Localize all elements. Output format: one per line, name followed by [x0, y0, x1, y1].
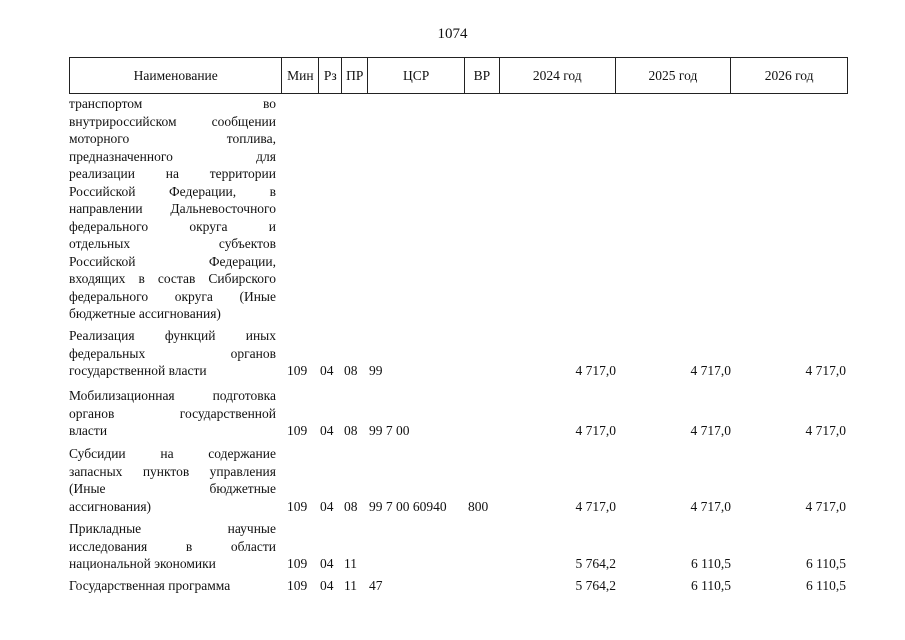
cell-y2026: 4 717,0 [805, 498, 846, 514]
header-2025: 2025 год [615, 58, 731, 93]
cell-y2025: 4 717,0 [690, 498, 731, 514]
cell-rz: 04 [320, 498, 334, 514]
header-csr: ЦСР [367, 58, 464, 93]
cell-y2024: 5 764,2 [575, 556, 616, 571]
cell-min: 109 [287, 556, 308, 571]
cell-y2025: 4 717,0 [690, 363, 731, 378]
row-name-line: Российской Федерации, [69, 253, 276, 269]
cell-min: 109 [287, 578, 308, 593]
header-2024: 2024 год [499, 58, 615, 93]
row-name-line: (Иные бюджетные [69, 481, 276, 496]
row-name-line: Государственная программа [69, 578, 231, 593]
row-name-line: моторного топлива, [69, 131, 276, 146]
row-name-line: национальной экономики [69, 556, 216, 571]
cell-rz: 04 [320, 363, 334, 378]
row-name-line: бюджетные ассигнования) [69, 306, 221, 321]
cell-y2026: 6 110,5 [806, 556, 846, 571]
row-name-line: транспортом во [69, 96, 276, 111]
cell-csr: 99 [369, 363, 383, 378]
row-name-line: власти [69, 423, 108, 438]
cell-min: 109 [287, 498, 308, 514]
cell-y2026: 4 717,0 [805, 423, 846, 438]
page-number: 1074 [437, 26, 468, 42]
row-name [69, 387, 276, 440]
header-min: Мин [281, 58, 318, 93]
row-name-line: отдельных субъектов [69, 236, 276, 251]
cell-rz: 04 [320, 423, 334, 438]
table-header [69, 57, 848, 94]
cell-y2024: 4 717,0 [575, 423, 616, 438]
row-name [69, 520, 276, 573]
row-name-line: Реализация функций иных [69, 328, 276, 343]
cell-y2024: 5 764,2 [575, 578, 616, 593]
cell-y2026: 4 717,0 [805, 363, 846, 378]
header-2026: 2026 год [730, 58, 847, 93]
row-name-line: федерального округа (Иные [69, 288, 276, 304]
row-name-line: входящих в состав Сибирского [69, 271, 276, 286]
header-vr: ВР [464, 58, 499, 93]
cell-pr: 08 [344, 498, 358, 514]
row-name-line: федеральных органов [69, 345, 276, 361]
cell-y2024: 4 717,0 [575, 498, 616, 514]
row-name-line: Российской Федерации, в [69, 183, 276, 199]
header-rz: Рз [318, 58, 341, 93]
cell-min: 109 [287, 423, 308, 438]
row-name-line: Субсидии на содержание [69, 446, 276, 461]
cell-y2024: 4 717,0 [575, 363, 616, 378]
row-name-line: внутрироссийском сообщении [69, 113, 276, 129]
row-name-line: государственной власти [69, 363, 207, 378]
row-name-line: реализации на территории [69, 166, 276, 181]
row-name [69, 95, 276, 323]
cell-pr: 08 [344, 423, 358, 438]
row-name-line: ассигнования) [69, 498, 152, 514]
cell-csr: 99 7 00 60940 [369, 498, 447, 514]
cell-vr: 800 [468, 498, 489, 514]
row-name [69, 577, 276, 595]
cell-y2025: 6 110,5 [691, 556, 731, 571]
header-name: Наименование [133, 67, 218, 83]
cell-rz: 04 [320, 556, 334, 571]
row-name-line: предназначенного для [69, 148, 276, 164]
row-name [69, 327, 276, 380]
row-name-line: направлении Дальневосточного [69, 201, 276, 216]
cell-min: 109 [287, 363, 308, 378]
row-name [69, 445, 276, 515]
cell-y2025: 6 110,5 [691, 578, 731, 593]
cell-csr: 47 [369, 578, 383, 593]
cell-csr: 99 7 00 [369, 423, 410, 438]
row-name-line: Мобилизационная подготовка [69, 388, 276, 403]
cell-pr: 08 [344, 363, 358, 378]
row-name-line: органов государственной [69, 405, 276, 421]
cell-pr: 11 [344, 578, 357, 593]
row-name-line: Прикладные научные [69, 521, 276, 536]
header-pr: ПР [341, 58, 367, 93]
row-name-line: запасных пунктов управления [69, 463, 276, 479]
cell-y2026: 6 110,5 [806, 578, 846, 593]
cell-rz: 04 [320, 578, 334, 593]
cell-pr: 11 [344, 556, 357, 571]
row-name-line: федерального округа и [69, 218, 276, 234]
cell-y2025: 4 717,0 [690, 423, 731, 438]
row-name-line: исследования в области [69, 538, 276, 554]
